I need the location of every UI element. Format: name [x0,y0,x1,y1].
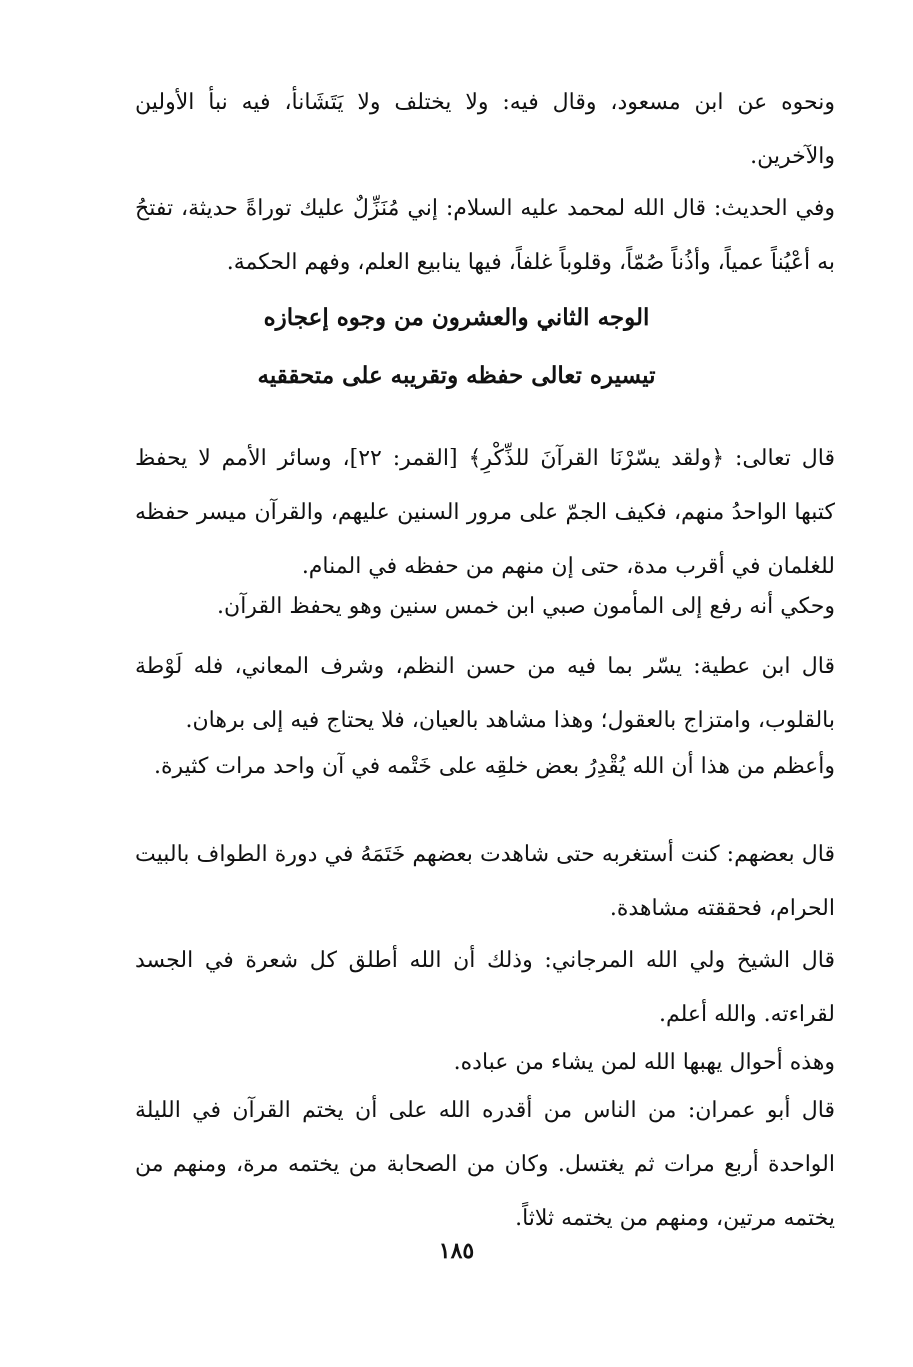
paragraph-abu-imran: قال أبو عمران: من الناس من أقدره الله على أن يختم القرآن في الليلة الواحدة أربع مرات ثم يغتسل. وكان من الصحابة من يختمه مرة، ومنهم من يختمه مرتين، ومنهم من يختمه ثلاثاً. [135,1098,835,1231]
paragraph-greater-than-this: وأعظم من هذا أن الله يُقْدِرُ بعض خلقِه على خَتْمه في آن واحد مرات كثيرة. [154,754,835,779]
paragraph-mamun: وحكي أنه رفع إلى المأمون صبي ابن خمس سنين وهو يحفظ القرآن. [217,594,835,619]
paragraph-some-said: قال بعضهم: كنت أستغربه حتى شاهدت بعضهم خَتَمَهُ في دورة الطواف بالبيت الحرام، فحققته مشاهدة. [135,842,835,921]
page-number: ١٨٥ [438,1238,475,1264]
paragraph-ibn-masud: ونحوه عن ابن مسعود، وقال فيه: ولا يختلف ولا يَتَشَانأ، فيه نبأ الأولين والآخرين. [135,90,835,169]
paragraph-marjani: قال الشيخ ولي الله المرجاني: وذلك أن الله أطلق كل شعرة في الجسد لقراءته. والله أعلم. [135,948,835,1027]
paragraph-ibn-atiyya: قال ابن عطية: يسّر بما فيه من حسن النظم، وشرف المعاني، فله لَوْطة بالقلوب، وامتزاج بالعقول؛ وهذا مشاهد بالعيان، فلا يحتاج فيه إلى برهان. [135,654,835,733]
section-heading: الوجه الثاني والعشرون من وجوه إعجازه [263,304,650,331]
paragraph-hadith: وفي الحديث: قال الله لمحمد عليه السلام: إني مُنَزِّلٌ عليك توراةً حديثة، تفتحُ به أعْيُناً عمياً، وأذُناً صُمّاً، وقلوباً غلفاً، فيها ينابيع العلم، وفهم الحكمة. [135,196,835,275]
paragraph-states: وهذه أحوال يهبها الله لمن يشاء من عباده. [453,1050,835,1075]
section-subheading: تيسيره تعالى حفظه وتقريبه على متحققيه [257,362,656,389]
paragraph-quran-verse: قال تعالى: ﴿ولقد يسّرْنَا القرآنَ للذِّكْرِ﴾ [القمر: ٢٢]، وسائر الأمم لا يحفظ كتبها الواحدُ منهم، فكيف الجمّ على مرور السنين عليهم، والقرآن ميسر حفظه للغلمان في أقرب مدة، حتى إن منهم من حفظه في المنام. [135,446,835,579]
